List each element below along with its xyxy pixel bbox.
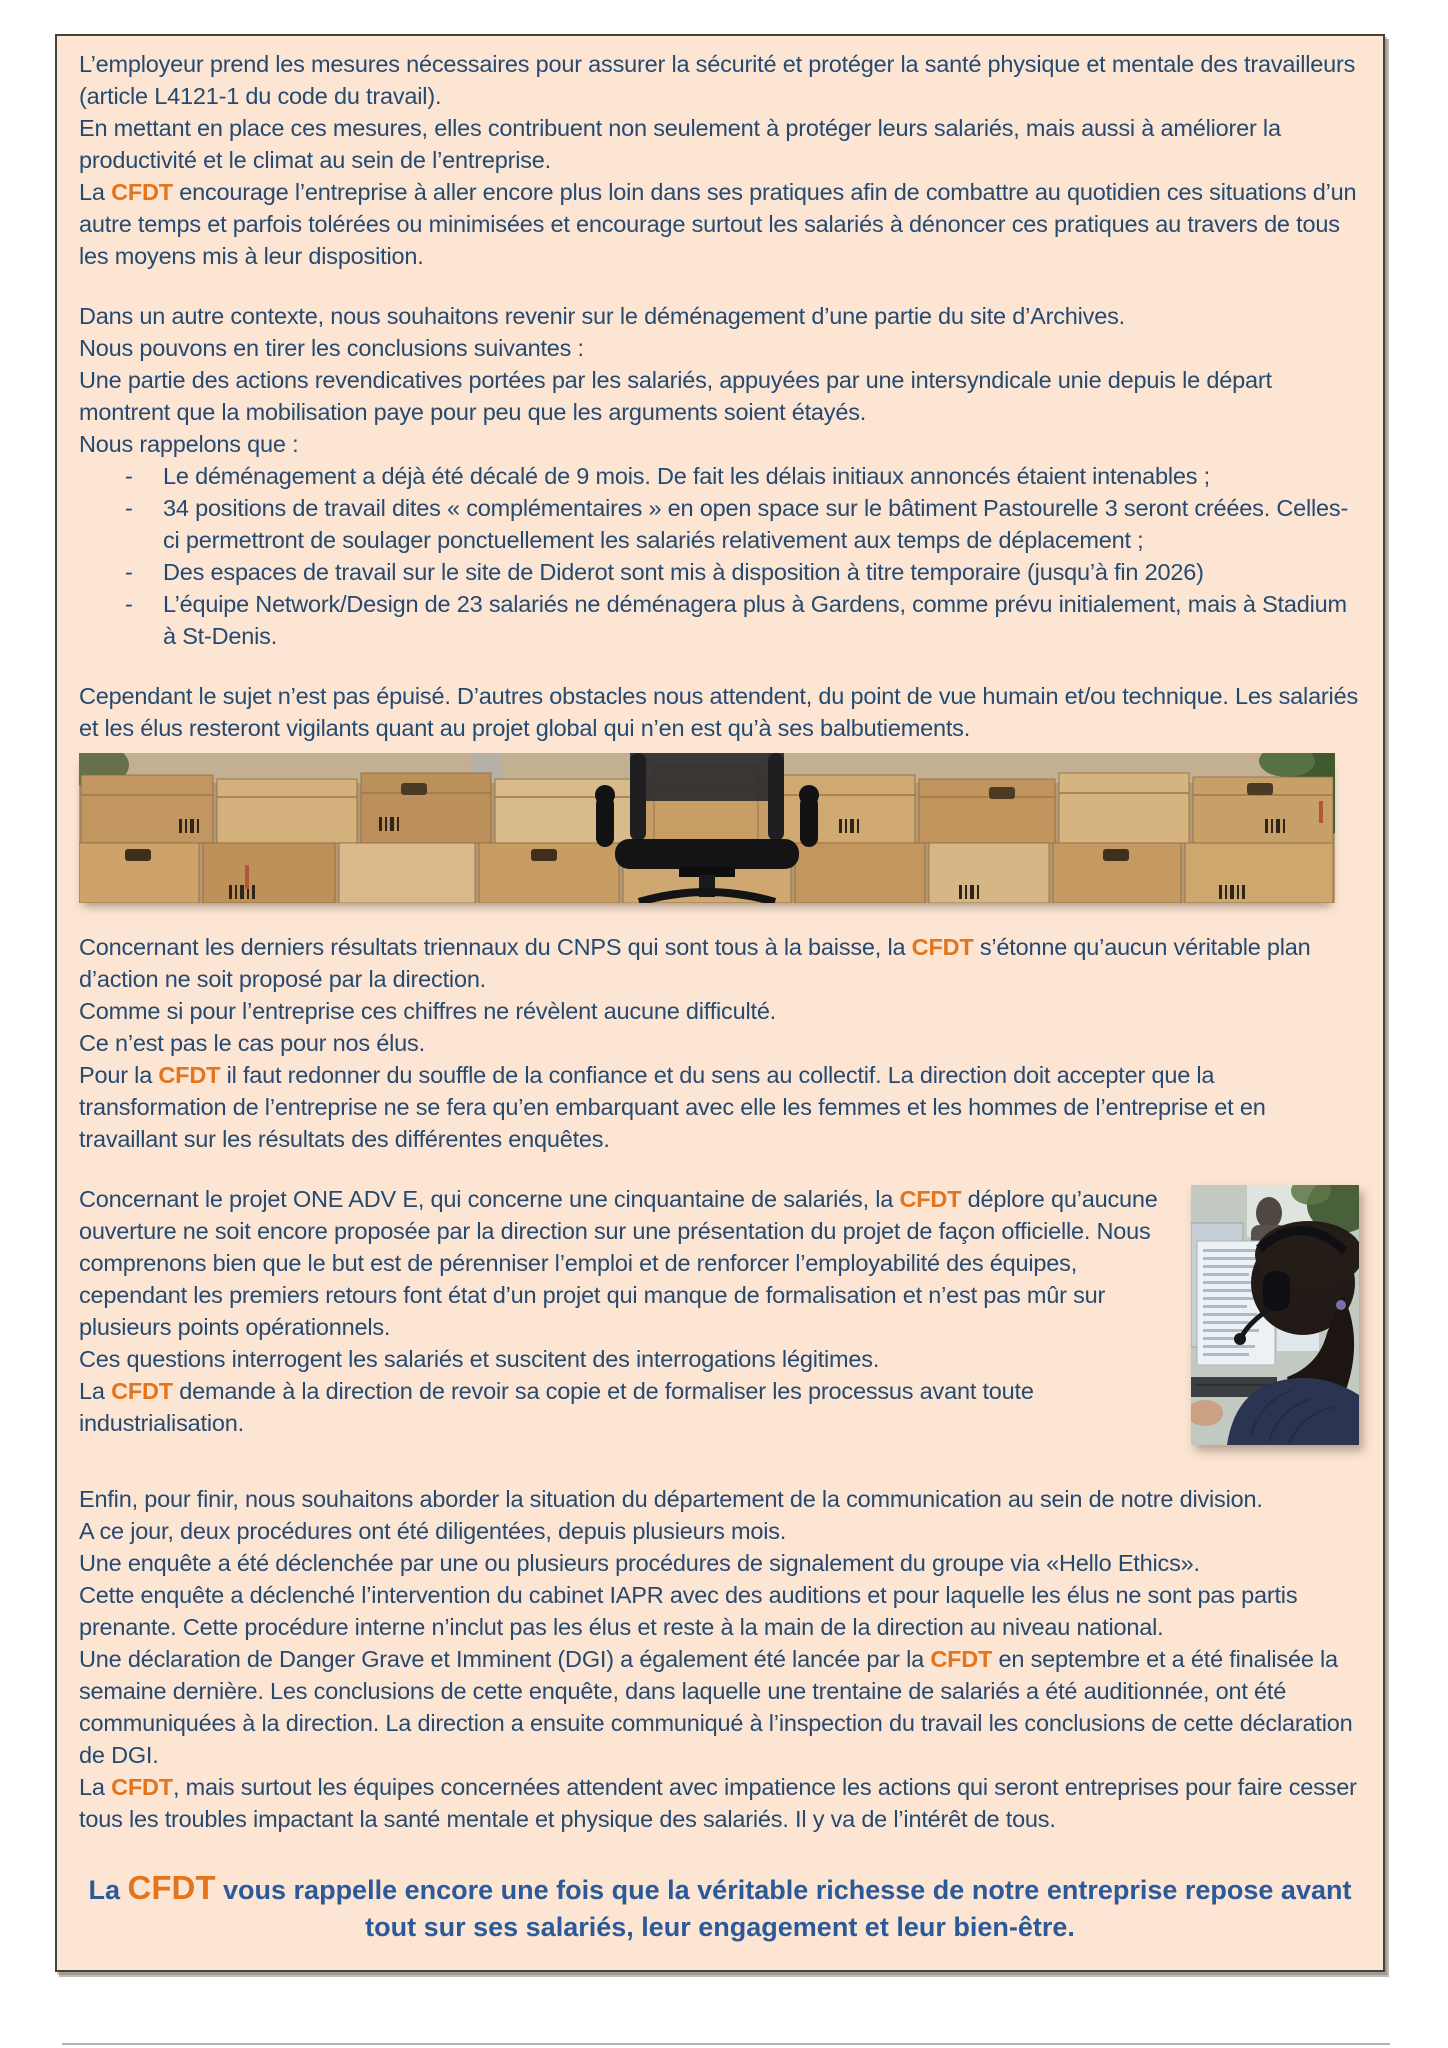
cfdt-highlight: CFDT	[111, 179, 173, 205]
list-item-text: Le déménagement a déjà été décalé de 9 mois. De fait les délais initiaux annoncés étaient intenables ;	[163, 463, 1210, 489]
cfdt-highlight: CFDT	[899, 1186, 962, 1212]
list-item-text: 34 positions de travail dites « complémentaires » en open space sur le bâtiment Pastourelle 3 seront créées. Celles-ci permettront de soulager ponctuellement les salariés relativement aux temps de déplacement ;	[163, 495, 1349, 553]
section-vigilance	[79, 680, 1361, 744]
paragraph: Cette enquête a déclenché l’intervention du cabinet IAPR avec des auditions et pour laquelle les élus ne sont pas partis prenante. Cette procédure interne n’inclut pas les élus et reste à la main de la direction au niveau national.	[79, 1582, 1298, 1640]
paragraph: En mettant en place ces mesures, elles contribuent non seulement à protéger leurs salariés, mais aussi à améliorer la productivité et le climat au sein de l’entreprise.	[79, 115, 1281, 173]
section-one-adv	[79, 1183, 1361, 1455]
paragraph: Nous pouvons en tirer les conclusions suivantes :	[79, 335, 584, 361]
paragraph: Une déclaration de Danger Grave et Imminent (DGI) a également été lancée par la CFDT en septembre et a été finalisée la semaine dernière. Les conclusions de cette enquête, dans laquelle une trentaine de salariés a été auditionnée, ont été communiquées à la direction. La direction a ensuite communiqué à l’inspection du travail les conclusions de cette déclaration de DGI.	[79, 1646, 1353, 1768]
section-communication	[79, 1483, 1361, 1835]
section-cnps	[79, 931, 1361, 1155]
paragraph: La CFDT encourage l’entreprise à aller encore plus loin dans ses pratiques afin de combattre au quotidien ces situations d’un autre temps et parfois tolérées ou minimisées et encourage surtout les salariés à dénoncer ces pratiques au travers de tous les moyens mis à leur disposition.	[79, 179, 1357, 269]
list-item-text: L’équipe Network/Design de 23 salariés ne déménagera plus à Gardens, comme prévu initialement, mais à Stadium à St-Denis.	[163, 591, 1347, 649]
paragraph: Pour la CFDT il faut redonner du souffle de la confiance et du sens au collectif. La direction doit accepter que la transformation de l’entreprise ne se fera qu’en embarquant avec elle les femmes et les hommes de l’entreprise et en travaillant sur les résultats des différentes enquêtes.	[79, 1062, 1266, 1152]
content-box	[55, 34, 1385, 1972]
cfdt-highlight: CFDT	[127, 1869, 216, 1906]
list-item	[79, 556, 1361, 588]
paragraph: Une partie des actions revendicatives portées par les salariés, appuyées par une intersyndicale unie depuis le départ montrent que la mobilisation paye pour peu que les arguments soient étayés.	[79, 367, 1272, 425]
cfdt-highlight: CFDT	[911, 934, 974, 960]
call-center-photo	[1191, 1185, 1359, 1445]
section-intro	[79, 48, 1361, 272]
bullet-dash: -	[125, 463, 133, 489]
bullet-dash: -	[125, 559, 133, 585]
list-item	[79, 492, 1361, 556]
cfdt-highlight: CFDT	[111, 1774, 173, 1800]
paragraph: Ce n’est pas le cas pour nos élus.	[79, 1030, 425, 1056]
paragraph: A ce jour, deux procédures ont été diligentées, depuis plusieurs mois.	[79, 1518, 787, 1544]
list-item	[79, 588, 1361, 652]
closing-statement: La CFDT vous rappelle encore une fois que la véritable richesse de notre entreprise repose avant tout sur ses salariés, leur engagement et leur bien-être.	[88, 1869, 1352, 1942]
cfdt-highlight: CFDT	[930, 1646, 993, 1672]
paragraph: Comme si pour l’entreprise ces chiffres ne révèlent aucune difficulté.	[79, 998, 777, 1024]
list-item	[79, 460, 1361, 492]
page-bottom-separator	[62, 2043, 1390, 2045]
paragraph: La CFDT, mais surtout les équipes concernées attendent avec impatience les actions qui seront entreprises pour faire cesser tous les troubles impactant la santé mentale et physique des salariés. Il y va de l’intérêt de tous.	[79, 1774, 1357, 1832]
paragraph: Cependant le sujet n’est pas épuisé. D’autres obstacles nous attendent, du point de vue humain et/ou technique. Les salariés et les élus resteront vigilants quant au projet global qui n’en est qu’à ses balbutiements.	[79, 683, 1359, 741]
paragraph: Ces questions interrogent les salariés et suscitent des interrogations légitimes.	[79, 1346, 880, 1372]
paragraph: Nous rappelons que :	[79, 431, 299, 457]
bullet-dash: -	[125, 495, 133, 521]
paragraph: Concernant les derniers résultats triennaux du CNPS qui sont tous à la baisse, la CFDT s’étonne qu’aucun véritable plan d’action ne soit proposé par la direction.	[79, 934, 1311, 992]
paragraph: L’employeur prend les mesures nécessaires pour assurer la sécurité et protéger la santé physique et mentale des travailleurs (article L4121-1 du code du travail).	[79, 51, 1356, 109]
paragraph: Concernant le projet ONE ADV E, qui concerne une cinquantaine de salariés, la CFDT déplore qu’aucune ouverture ne soit encore proposée par la direction sur une présentation du projet de façon officielle. Nous comprenons bien que le but est de pérenniser l’emploi et de renforcer l’employabilité des équipes, cependant les premiers retours font état d’un projet qui manque de formalisation et n’est pas mûr sur plusieurs points opérationnels.	[79, 1186, 1158, 1340]
paragraph: La CFDT demande à la direction de revoir sa copie et de formaliser les processus avant toute industrialisation.	[79, 1378, 1034, 1436]
cfdt-highlight: CFDT	[158, 1062, 221, 1088]
cfdt-highlight: CFDT	[111, 1378, 173, 1404]
bullet-dash: -	[125, 591, 133, 617]
list-item-text: Des espaces de travail sur le site de Diderot sont mis à disposition à titre temporaire (jusqu’à fin 2026)	[163, 559, 1204, 585]
paragraph: Enfin, pour finir, nous souhaitons aborder la situation du département de la communication au sein de notre division.	[79, 1486, 1263, 1512]
moving-conclusions-list	[79, 460, 1361, 652]
paragraph: Dans un autre contexte, nous souhaitons revenir sur le déménagement d’une partie du site d’Archives.	[79, 303, 1125, 329]
section-demenagement	[79, 300, 1361, 652]
moving-boxes-photo	[79, 753, 1335, 903]
paragraph: Une enquête a été déclenchée par une ou plusieurs procédures de signalement du groupe via «Hello Ethics».	[79, 1550, 1200, 1576]
